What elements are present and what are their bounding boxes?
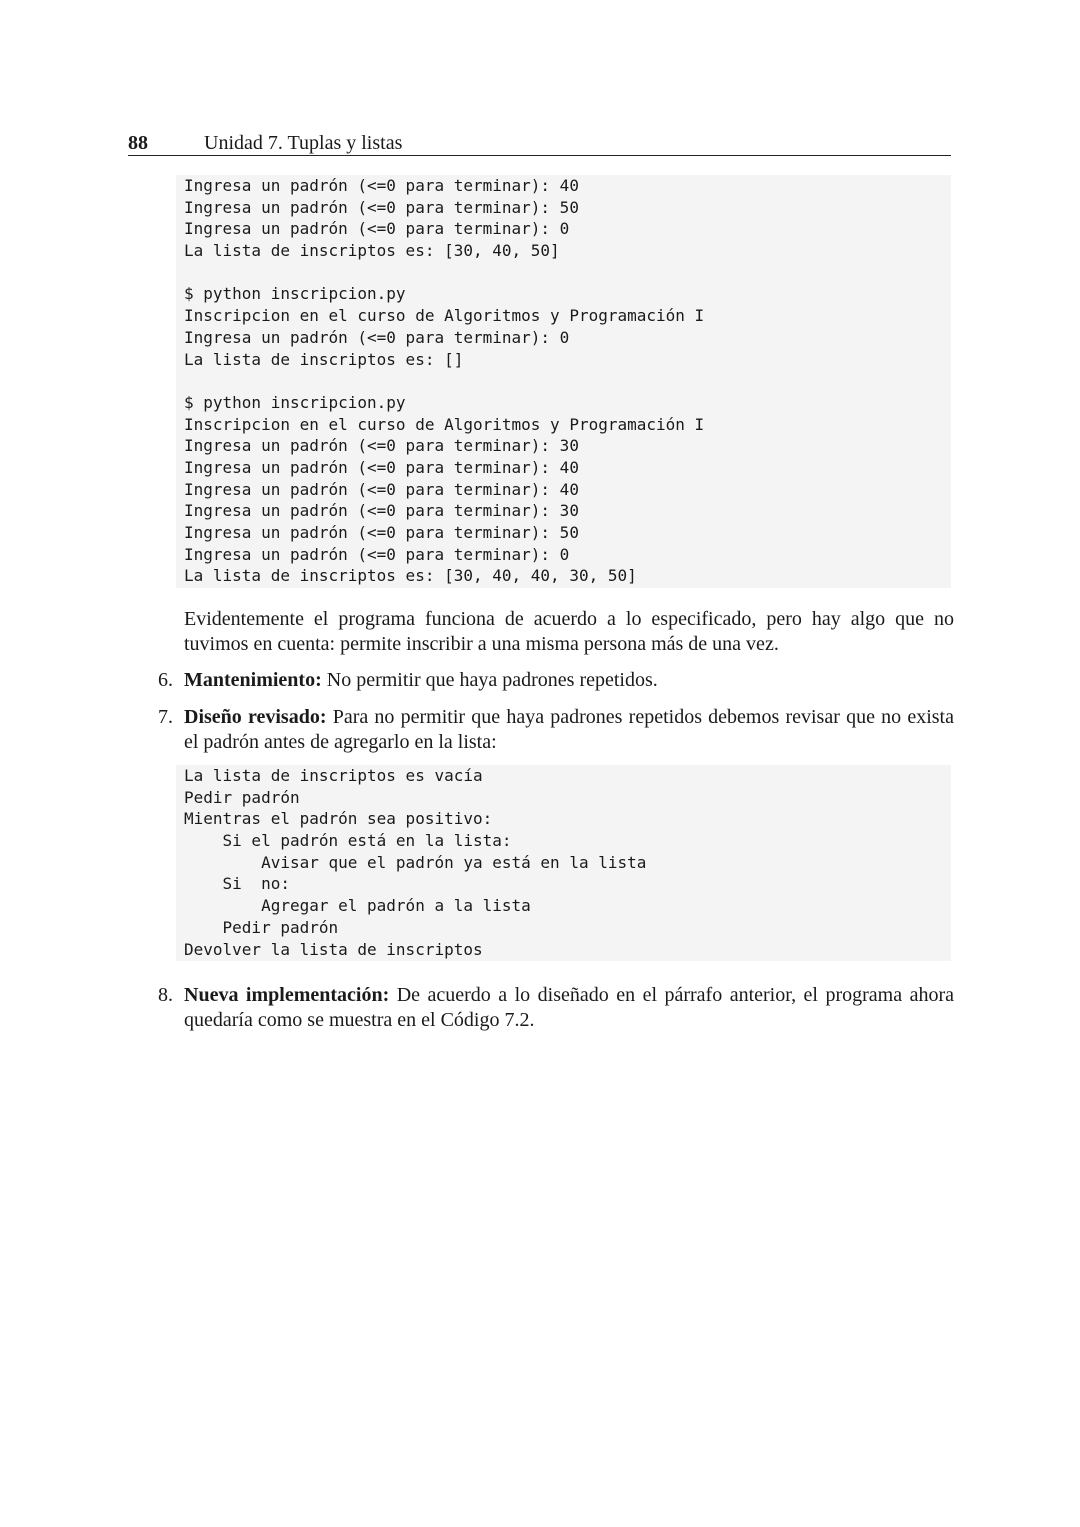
list-item-body	[184, 668, 954, 693]
code-line: Ingresa un padrón (<=0 para terminar): 30	[184, 436, 579, 456]
code-line: Mientras el padrón sea positivo:	[184, 809, 493, 829]
code-line: Ingresa un padrón (<=0 para terminar): 40	[184, 457, 579, 477]
code-line: La lista de inscriptos es: []	[184, 349, 464, 369]
code-line: Inscripcion en el curso de Algoritmos y Programación I	[184, 414, 705, 434]
paragraph-evidentemente: Evidentemente el programa funciona de acuerdo a lo especificado, pero hay algo que no tuvimos en cuenta: permite inscribir a una misma persona más de una vez.	[184, 608, 954, 655]
list-item-number: 7.	[158, 706, 173, 728]
code-line: Avisar que el padrón ya está en la lista	[184, 852, 647, 872]
list-item-8	[158, 983, 954, 1033]
header-rule	[128, 155, 951, 156]
code-line: La lista de inscriptos es vacía	[184, 766, 483, 785]
code-line: Ingresa un padrón (<=0 para terminar): 0	[184, 219, 570, 239]
code-line	[184, 262, 951, 284]
code-line: La lista de inscriptos es: [30, 40, 50]	[184, 241, 560, 261]
list-item-text: No permitir que haya padrones repetidos.	[321, 669, 658, 691]
list-item-6	[158, 668, 954, 693]
code-line: $ python inscripcion.py	[184, 284, 406, 304]
code-line: Ingresa un padrón (<=0 para terminar): 40	[184, 176, 579, 195]
code-line: Ingresa un padrón (<=0 para terminar): 0	[184, 327, 570, 347]
code-line: Ingresa un padrón (<=0 para terminar): 50	[184, 523, 579, 542]
list-item-number: 6.	[158, 669, 173, 691]
code-line: Si el padrón está en la lista:	[184, 831, 512, 851]
code-line: Pedir padrón	[184, 787, 300, 807]
pseudocode-block	[176, 765, 951, 961]
code-line: Agregar el padrón a la lista	[184, 896, 531, 916]
code-line	[184, 370, 951, 392]
code-line: Ingresa un padrón (<=0 para terminar): 30	[184, 501, 579, 521]
list-item-text: De acuerdo a lo diseñado en el párrafo anterior, el programa ahora quedaría como se muestra en el Código 7.2.	[184, 984, 954, 1031]
code-line: Ingresa un padrón (<=0 para terminar): 50	[184, 197, 579, 217]
list-item-term: Nueva implementación:	[184, 984, 390, 1006]
list-item-number: 8.	[158, 984, 173, 1006]
code-line: Inscripcion en el curso de Algoritmos y Programación I	[184, 306, 705, 326]
code-line: Ingresa un padrón (<=0 para terminar): 40	[184, 479, 579, 499]
code-line: Pedir padrón	[184, 917, 339, 937]
list-item-7	[158, 705, 954, 755]
code-line: La lista de inscriptos es: [30, 40, 40, 30, 50]	[184, 566, 637, 586]
list-item-term: Diseño revisado:	[184, 706, 327, 728]
list-item-body	[184, 705, 954, 755]
running-title: Unidad 7. Tuplas y listas	[204, 132, 403, 154]
code-line: Devolver la lista de inscriptos	[184, 939, 483, 959]
list-item-text: Para no permitir que haya padrones repetidos debemos revisar que no exista el padrón antes de agregarlo en la lista:	[184, 706, 954, 753]
terminal-output-code-block	[176, 175, 951, 588]
code-line: Ingresa un padrón (<=0 para terminar): 0	[184, 544, 570, 564]
code-line: $ python inscripcion.py	[184, 392, 406, 412]
page-number: 88	[128, 132, 148, 154]
list-item-term: Mantenimiento:	[184, 669, 322, 691]
list-item-body	[184, 983, 954, 1033]
code-line: Si no:	[184, 874, 290, 894]
